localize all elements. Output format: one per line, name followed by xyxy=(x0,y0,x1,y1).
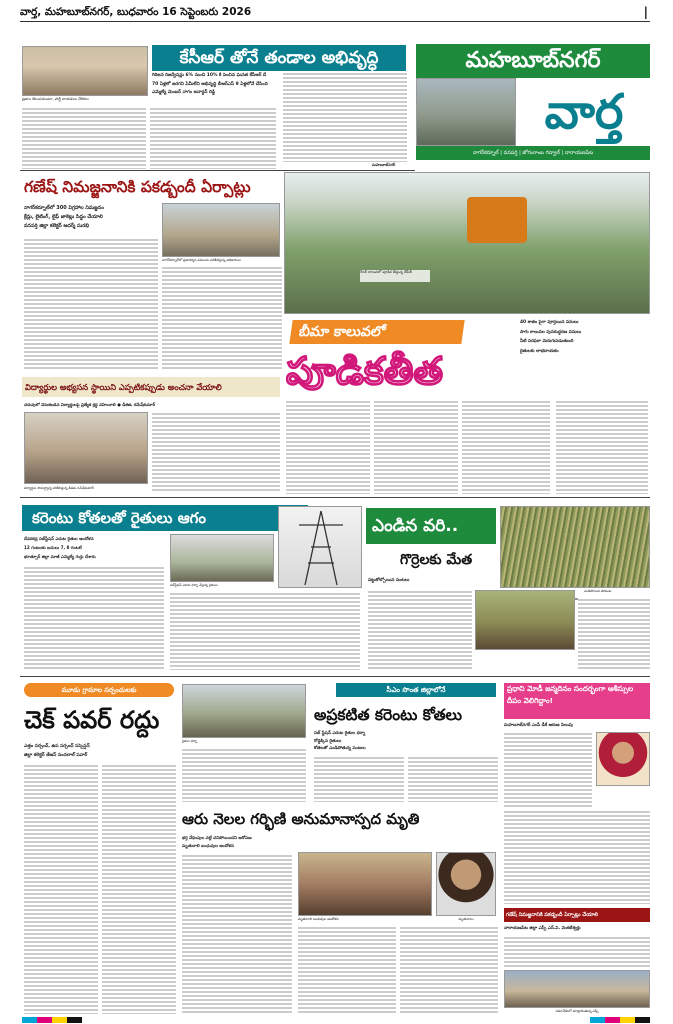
story7-bullet-1: ఎత్తం సర్పంచ్, ఉప సర్పంచ్ సస్పెన్షన్ xyxy=(24,744,90,749)
story4-body-col3 xyxy=(462,400,550,494)
region-title: మహబూబ్‌నగర్ xyxy=(416,44,650,78)
story2-photo-caption: నాగర్‌కర్నూల్‌లో ప్రజాదర్శన పనులను పరిశీలిస్తున్న అధికారులు xyxy=(162,258,241,262)
story7-kicker: మూడు గ్రామాల సర్పంచులకు xyxy=(24,683,174,697)
story1-body-col3 xyxy=(283,72,407,162)
story4-kicker: బీమా కాలువలో xyxy=(289,320,464,344)
story4-body-col4 xyxy=(556,400,648,494)
story9-bullet-2: మృతురాలి బంధువుల ఆందోళన xyxy=(182,843,234,848)
story10-bullet: మహబూబ్‌నగర్ ఎంపీ డీకే అరుణ పిలుపు xyxy=(504,723,573,728)
story6-photo-sheep xyxy=(475,590,575,650)
story3-headline: విద్యార్థుల అభ్యసన స్థాయిని ఎప్పటికప్పుడు అంచనా వేయాలి xyxy=(22,377,280,397)
story1-bullet-2: 70 ఏళ్లలో జరగని ఏమీలేని అభివృద్ధి బీఆర్ఎస్ 9 ఏళ్లలోనే చేసింది xyxy=(152,81,268,87)
story9-bullet-1: భర్త వేధింపుల వల్లే చనిపోయిందని ఆరోపణ xyxy=(182,835,252,840)
registration-marks-left xyxy=(22,1017,82,1023)
story4-bullet-4: రైతులకు లాభదాయకం xyxy=(520,348,559,354)
story6-bullet: పట్టుకోల్పోయిన పంటలు xyxy=(368,578,410,583)
story4-photo xyxy=(284,172,650,314)
story4-photo-caption: గేటర్ కాలువలో పూడిక తీస్తున్న జేసీబీ xyxy=(360,270,430,282)
story10-headline: ప్రధాని మోడీ జన్మదినం సందర్భంగా ఆశీస్సుల దీపం వెలిగిద్దాం! xyxy=(504,683,650,719)
story9-photo xyxy=(298,852,432,916)
story3-photo xyxy=(24,412,148,484)
story5-photo-caption: సబ్‌స్టేషన్ ఎదుట ధర్నా చేస్తున్న రైతులు xyxy=(170,583,218,587)
story9-inset-caption: మృతురాలు xyxy=(458,917,474,921)
story2-bullet-1: నాగర్‌కర్నూల్‌లో 300 విగ్రహాల నిమజ్జనం xyxy=(24,205,104,211)
story4-headline: పూడికతీత xyxy=(286,349,443,393)
story8-photo xyxy=(182,684,306,738)
registration-marks-right xyxy=(590,1017,650,1023)
page-header-strip xyxy=(20,4,650,22)
power-tower-photo xyxy=(278,506,362,588)
story8-headline: అప్రకటిత కరెంటు కోతలు xyxy=(314,706,462,724)
story7-bullet-2: జిల్లా కలెక్టర్ తేజస్ నందలాల్ పవార్ xyxy=(24,753,88,758)
story9-bullets xyxy=(182,834,302,852)
story6-body-col1 xyxy=(368,590,472,670)
story7-body-col1 xyxy=(24,764,98,1014)
story1-bullet-1: గిరిజన రిజర్వేషన్లు 6% నుంచి 10% కి పెంచిన ఘనత కేసీఆర్ దే xyxy=(152,73,267,78)
story8-body-col2 xyxy=(314,756,404,802)
story1-photo-caption: ప్రజలు తెలుసుకుంటూ, పార్టీ నాయకులు చేరికలు xyxy=(22,97,89,101)
region-districts: నాగర్‌కర్నూల్ | వనపర్తి | జోగులాంబ గద్వాల్ | నారాయణపేట xyxy=(416,146,650,160)
story9-body-col1 xyxy=(182,854,292,1014)
story11-headline: గణేష్ నిమజ్జనానికి పకడ్బందీ ఏర్పాట్లు చేయాలి xyxy=(504,908,650,922)
story5-body-col1 xyxy=(24,566,164,670)
story2-bullets xyxy=(24,204,164,234)
story7-bullets xyxy=(24,742,174,762)
story8-kicker: సీఎం సొంత జిల్లాలోనే xyxy=(336,683,496,697)
story5-photo xyxy=(170,534,274,582)
page-number: | xyxy=(643,5,648,19)
power-tower-icon xyxy=(279,507,362,588)
story11-photo-caption: సమావేశంలో మాట్లాడుతున్న ఎస్పీ xyxy=(555,1009,599,1013)
story1-bullets xyxy=(152,72,302,106)
story11-bullet: నారాయణపేట జిల్లా ఎస్పీ ఎన్.వి. వెంకటేశ్వర్లు xyxy=(504,926,581,931)
story8-bullets xyxy=(314,730,498,754)
story6-photo-field xyxy=(500,506,650,588)
dam-photo xyxy=(416,78,516,146)
story5-bullet-1: దేవరకద్ర సబ్‌స్టేషన్ ఎదుట రైతుల ఆందోళన xyxy=(24,536,94,541)
story2-bullet-2: క్రేన్లు, లైటింగ్, లైఫ్ జాకెట్లు సిద్ధం చేయాలి xyxy=(24,214,103,220)
story5-bullet-2: 12 గంటలకు బదులు 7, 8 గంటలే xyxy=(24,545,82,550)
story8-body-col1 xyxy=(182,748,306,802)
story9-inset-photo xyxy=(436,852,496,916)
story3-photo-caption: విద్యార్థుల సామర్థ్యాన్ని పరిశీలిస్తున్న డీఈఓ రమేష్‌కుమార్ xyxy=(24,486,94,490)
story2-body-col1 xyxy=(24,238,158,370)
story2-bullet-3: వనపర్తి జిల్లా కలెక్టర్ ఆదర్శ్ సురభి xyxy=(24,223,90,229)
vaartha-logo: వార్త xyxy=(544,84,624,140)
story8-bullet-1: సబ్ స్టేషన్ ఎదుట రైతుల ధర్నా xyxy=(314,731,366,736)
story2-photo xyxy=(162,203,280,257)
story6-headline: గొర్రెలకు మేత xyxy=(400,552,473,568)
story3-bullet: చదువులో వెనుకబడిన విద్యార్థులపై ప్రత్యేక శ్రద్ధ వహించాలి ● డీఈఓ రమేష్‌కుమార్ xyxy=(24,402,156,407)
story5-bullets xyxy=(24,534,164,564)
story4-body-col2 xyxy=(374,400,458,494)
story1-photo xyxy=(22,46,148,96)
story1-headline: కేసీఆర్ తోనే తండాల అభివృద్ధి xyxy=(152,45,406,71)
story10-body-col1 xyxy=(504,732,592,808)
story4-bullets xyxy=(520,318,650,398)
story9-headline: ఆరు నెలల గర్భిణి అనుమానాస్పద మృతి xyxy=(182,810,420,828)
story9-body-col2 xyxy=(298,926,396,1014)
story9-photo-caption: మృతురాలి బంధువుల ఆందోళన xyxy=(298,917,339,921)
story3-body-col1 xyxy=(152,412,280,492)
story10-photo xyxy=(596,732,650,786)
story4-bullet-1: 40 శాతం పైగా పూర్తయిన పనులు xyxy=(520,320,579,325)
story8-photo-caption: రైతుల ధర్నా xyxy=(182,739,198,743)
story6-body-col2 xyxy=(578,598,650,670)
story8-body-col3 xyxy=(408,756,498,802)
story8-bullet-3: కోతలతో ఎండిపోతున్న పంటలు xyxy=(314,746,366,751)
story5-bullet-3: భూత్పూర్ జిల్లా మాజీ ఎమ్మెల్యే గుర్తు చేశారు xyxy=(24,554,96,559)
story7-headline: చెక్ పవర్ రద్దు xyxy=(24,706,160,734)
story9-body-col3 xyxy=(400,926,498,1014)
story1-byline: మహబూబ్‌నగర్ xyxy=(372,162,396,167)
page-header-text: వార్త, మహబూబ్‌నగర్, బుధవారం 16 సెప్టెంబరు 2026 xyxy=(20,6,252,18)
story10-body-col2 xyxy=(504,810,650,904)
story2-body-col2 xyxy=(162,266,282,370)
story8-bullet-2: రోడ్డెక్కిన రైతులు xyxy=(314,738,342,744)
story5-body-col2 xyxy=(170,592,360,670)
story7-body-col2 xyxy=(102,764,176,1014)
story4-bullet-3: నీటి సరఫరా మెరుగుపడుతుంది xyxy=(520,339,574,344)
story4-body-col1 xyxy=(286,400,370,494)
region-box xyxy=(416,44,650,160)
story1-body-col1 xyxy=(22,107,146,169)
story4-bullet-2: సాగు కాలువల పునరుద్ధరణ పనులు xyxy=(520,329,582,335)
story1-body-col2 xyxy=(150,107,276,169)
story6-kicker: ఎండిన వరి.. xyxy=(366,508,496,544)
story11-photo xyxy=(504,970,650,1008)
story5-headline: కరెంటు కోతలతో రైతులు ఆగం xyxy=(22,505,308,531)
story1-bullet-3: ఎమ్మెల్యే మెంబర్ నాగం జనార్దన్ రెడ్డి xyxy=(152,90,215,95)
story6-photo-caption: ఎండిపోయిన వరిపంట xyxy=(584,589,612,593)
story11-body xyxy=(504,936,650,968)
story2-headline: గణేష్ నిమజ్జనానికి పకడ్బందీ ఏర్పాట్లు xyxy=(24,178,251,196)
excavator-shape xyxy=(467,197,527,243)
